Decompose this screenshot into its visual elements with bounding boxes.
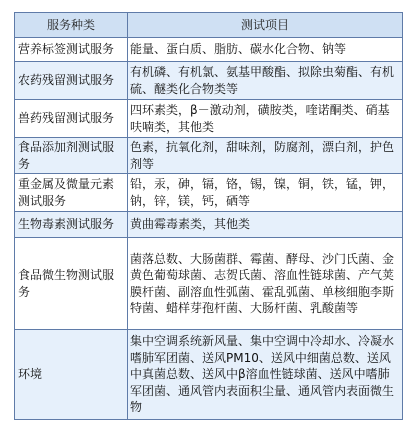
test-items: 菌落总数、大肠菌群、霉菌、酵母、沙门氏菌、金黄色葡萄球菌、志贺氏菌、溶血性链球菌、产气荚膜杆菌、副溶血性弧菌、霍乱弧菌、单核细胞李斯特菌、蜡样芽孢杆菌、大肠杆菌、乳酸菌等	[128, 238, 403, 330]
test-items: 色素，抗氧化剂，甜味剂，防腐剂，漂白剂，护色剂等	[128, 138, 403, 174]
table-row	[15, 138, 403, 174]
table-container	[14, 12, 402, 420]
test-items: 四环素类，β－激动剂，磺胺类，喹诺酮类、硝基呋喃类，其他类	[128, 100, 403, 138]
service-name: 食品微生物测试服务	[15, 238, 128, 330]
table-row	[15, 62, 403, 100]
table-header	[15, 13, 403, 38]
table-row	[15, 100, 403, 138]
table-body	[15, 38, 403, 420]
service-name: 环境	[15, 330, 128, 420]
table-row	[15, 174, 403, 212]
service-name: 食品添加剂测试服务	[15, 138, 128, 174]
table-row	[15, 330, 403, 420]
services-table	[14, 12, 403, 420]
table-row	[15, 38, 403, 62]
service-name: 兽药残留测试服务	[15, 100, 128, 138]
service-name: 生物毒素测试服务	[15, 212, 128, 238]
test-items: 能量、蛋白质、脂肪、碳水化合物、钠等	[128, 38, 403, 62]
header-test-items: 测试项目	[128, 13, 403, 38]
table-row	[15, 238, 403, 330]
test-items: 铅，汞，砷，镉，铬，锡，镍，铜，铁，锰，钾，钠，锌，镁，钙，硒等	[128, 174, 403, 212]
test-items: 黄曲霉毒素类，其他类	[128, 212, 403, 238]
service-name: 营养标签测试服务	[15, 38, 128, 62]
header-service-type: 服务种类	[15, 13, 128, 38]
service-name: 农药残留测试服务	[15, 62, 128, 100]
table-row	[15, 212, 403, 238]
service-name: 重金属及微量元素测试服务	[15, 174, 128, 212]
header-row	[15, 13, 403, 38]
test-items: 集中空调系统新风量、集中空调中冷却水、冷凝水嗜肺军团菌、送风PM10、送风中细菌总数、送风中真菌总数、送风中β溶血性链球菌、送风中嗜肺军团菌、通风管内表面积尘量、通风管内表面微生物	[128, 330, 403, 420]
test-items: 有机磷、有机氯、氨基甲酸酯、拟除虫菊酯、有机硫、醚类化合物类等	[128, 62, 403, 100]
